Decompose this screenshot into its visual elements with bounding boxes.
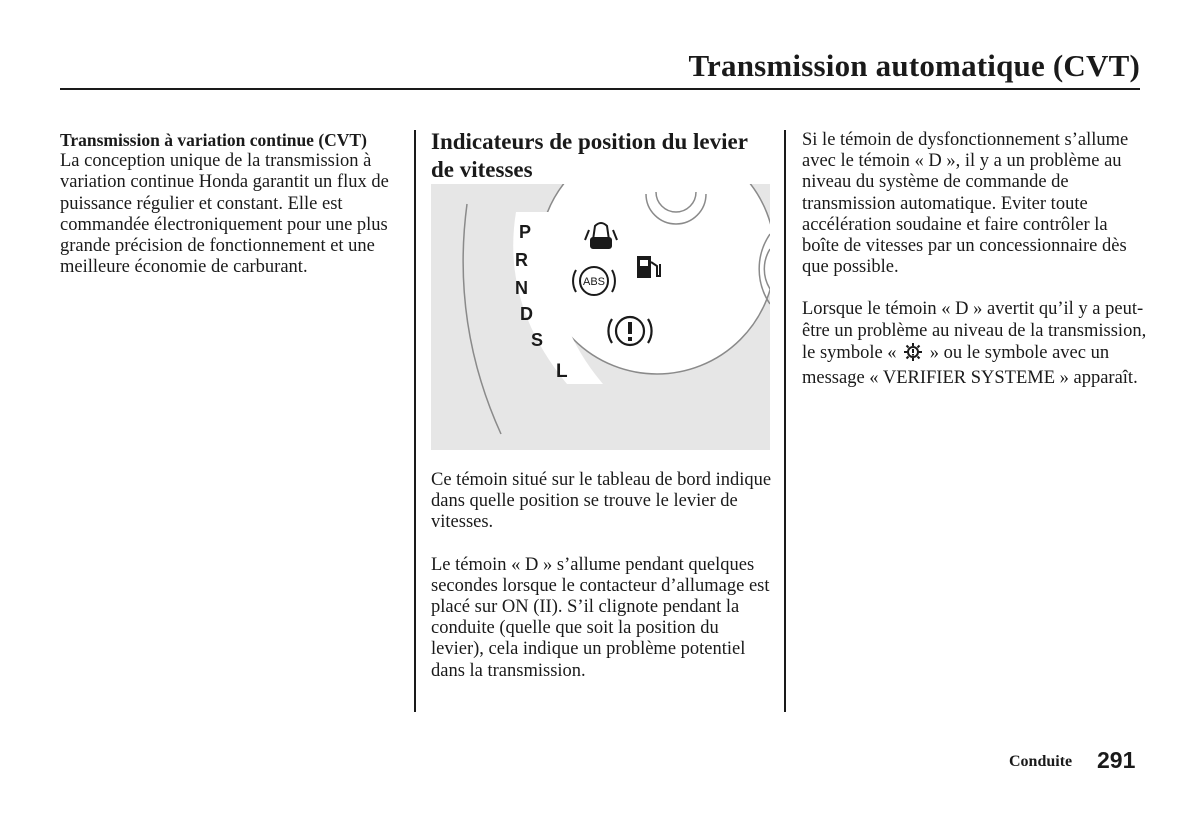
gear-letter-s: S bbox=[531, 330, 544, 350]
gear-letter-n: N bbox=[515, 278, 528, 298]
column-3 bbox=[802, 130, 1147, 389]
paragraph-text-start: Lorsque le témoin « D » avertit qu’il y a peut-être un problème au niveau de la transmission, le symbole « bbox=[802, 299, 1147, 363]
gear-letter-d: D bbox=[520, 304, 533, 324]
body-paragraph: Ce témoin situé sur le tableau de bord indique dans quelle position se trouve le levier de vitesses. bbox=[431, 470, 772, 533]
section-subhead: Transmission à variation continue (CVT) bbox=[60, 130, 367, 150]
gear-letter-r: R bbox=[515, 250, 528, 270]
gear-letter-p: P bbox=[519, 222, 532, 242]
body-paragraph: La conception unique de la transmission à variation continue Honda garantit un flux de puissance régulier et constant. Elle est commandée électroniquement pour une plus grande précision de fonctionnement et une meilleure économie de carburant. bbox=[60, 151, 389, 278]
gauge-outer-arc bbox=[463, 204, 501, 434]
body-paragraph bbox=[802, 299, 1147, 389]
abs-label: ABS bbox=[582, 276, 606, 288]
footer-section-label: Conduite bbox=[1009, 753, 1073, 770]
body-paragraph: Si le témoin de dysfonctionnement s’allume avec le témoin « D », il y a un problème au niveau du système de commande de transmission automatique. Eviter toute accélération soudaine et faire contrôler la boîte de vitesses par un concessionnaire dès que possible. bbox=[802, 130, 1129, 278]
gear-indicator-figure bbox=[431, 184, 770, 450]
page-number: 291 bbox=[1097, 747, 1136, 773]
page-title: Transmission automatique (CVT) bbox=[688, 48, 1140, 83]
column-1 bbox=[60, 130, 405, 278]
section-title: Indicateurs de position du levier de vitesses bbox=[431, 129, 748, 182]
column-divider bbox=[784, 130, 786, 712]
column-2 bbox=[431, 128, 776, 682]
gear-letter-l: L bbox=[556, 361, 568, 382]
body-paragraph: Le témoin « D » s’allume pendant quelques secondes lorsque le contacteur d’allumage est placé sur ON (II). S’il clignote pendant la conduite (quelle que soit la position du levier), cela indique un problème potentiel dans la transmission. bbox=[431, 554, 770, 681]
header-rule bbox=[60, 88, 1140, 90]
column-divider bbox=[414, 130, 416, 712]
transmission-gear-icon bbox=[903, 342, 923, 368]
paragraph-text-end: » ou le symbole avec un message « VERIFIER SYSTEME » apparaît. bbox=[802, 342, 1138, 389]
